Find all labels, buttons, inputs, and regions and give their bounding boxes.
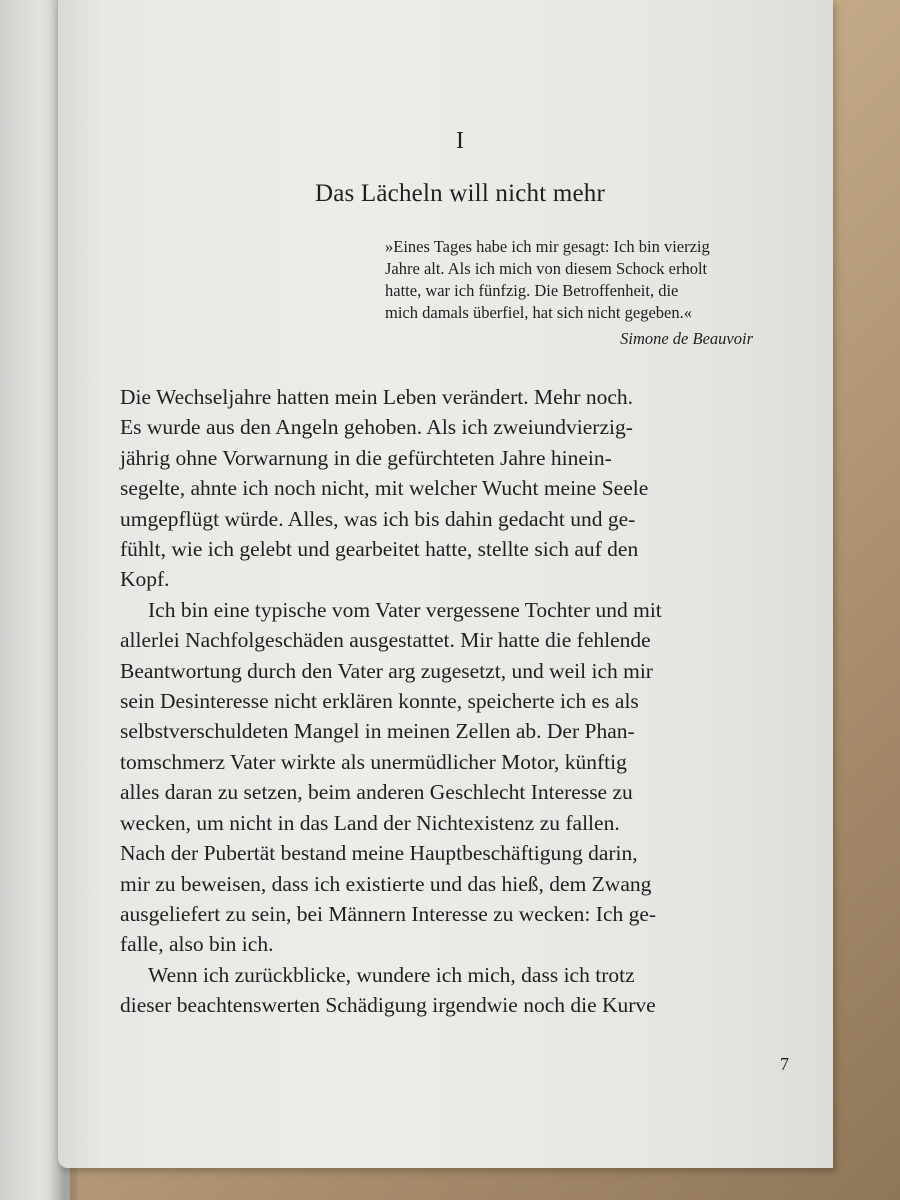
- page-content: [120, 0, 789, 1168]
- text-line: ausgeliefert zu sein, bei Männern Interesse zu wecken: Ich ge-: [120, 901, 657, 926]
- text-line: selbstverschuldeten Mangel in meinen Zellen ab. Der Phan-: [120, 719, 635, 744]
- epigraph: [385, 236, 755, 350]
- text-line: sein Desinteresse nicht erklären konnte, speicherte ich es als: [120, 689, 639, 714]
- text-line: fühlt, wie ich gelebt und gearbeitet hatte, stellte sich auf den: [120, 537, 639, 562]
- text-line: falle, also bin ich.: [120, 932, 274, 957]
- text-line: Beantwortung durch den Vater arg zugesetzt, und weil ich mir: [120, 658, 653, 683]
- text-line: jährig ohne Vorwarnung in die gefürchteten Jahre hinein-: [120, 445, 612, 470]
- text-line: tomschmerz Vater wirkte als unermüdlicher Motor, künftig: [120, 749, 627, 774]
- text-line: Die Wechseljahre hatten mein Leben verändert. Mehr noch.: [120, 385, 634, 409]
- text-line: segelte, ahnte ich noch nicht, mit welcher Wucht meine Seele: [120, 476, 649, 501]
- epigraph-line: hatte, war ich fünfzig. Die Betroffenheit, die: [385, 281, 679, 300]
- chapter-title: Das Lächeln will nicht mehr: [314, 180, 606, 207]
- text-line: Wenn ich zurückblicke, wundere ich mich, dass ich trotz: [148, 962, 635, 987]
- text-line: umgepflügt würde. Alles, was ich bis dahin gedacht und ge-: [120, 506, 636, 531]
- chapter-number: I: [456, 128, 464, 154]
- text-line: dieser beachtenswerten Schädigung irgendwie noch die Kurve: [120, 993, 656, 1018]
- text-line: mir zu beweisen, dass ich existierte und das hieß, dem Zwang: [120, 871, 652, 896]
- body-text: [120, 382, 720, 1021]
- text-line: Kopf.: [120, 567, 170, 592]
- text-line: allerlei Nachfolgeschäden ausgestattet. Mir hatte die fehlende: [120, 628, 651, 653]
- page-number: 7: [780, 1054, 789, 1074]
- text-line: wecken, um nicht in das Land der Nichtexistenz zu fallen.: [120, 810, 620, 835]
- epigraph-line: Jahre alt. Als ich mich von diesem Schock erholt: [385, 259, 708, 278]
- epigraph-author: Simone de Beauvoir: [620, 329, 753, 348]
- book-page: [58, 0, 833, 1168]
- text-line: Ich bin eine typische vom Vater vergessene Tochter und mit: [148, 597, 662, 622]
- epigraph-line: mich damals überfiel, hat sich nicht gegeben.«: [385, 303, 692, 322]
- text-line: Es wurde aus den Angeln gehoben. Als ich zweiundvierzig-: [120, 415, 633, 440]
- text-line: alles daran zu setzen, beim anderen Geschlecht Interesse zu: [120, 780, 633, 805]
- epigraph-line: »Eines Tages habe ich mir gesagt: Ich bin vierzig: [385, 237, 710, 256]
- text-line: Nach der Pubertät bestand meine Hauptbeschäftigung darin,: [120, 841, 638, 866]
